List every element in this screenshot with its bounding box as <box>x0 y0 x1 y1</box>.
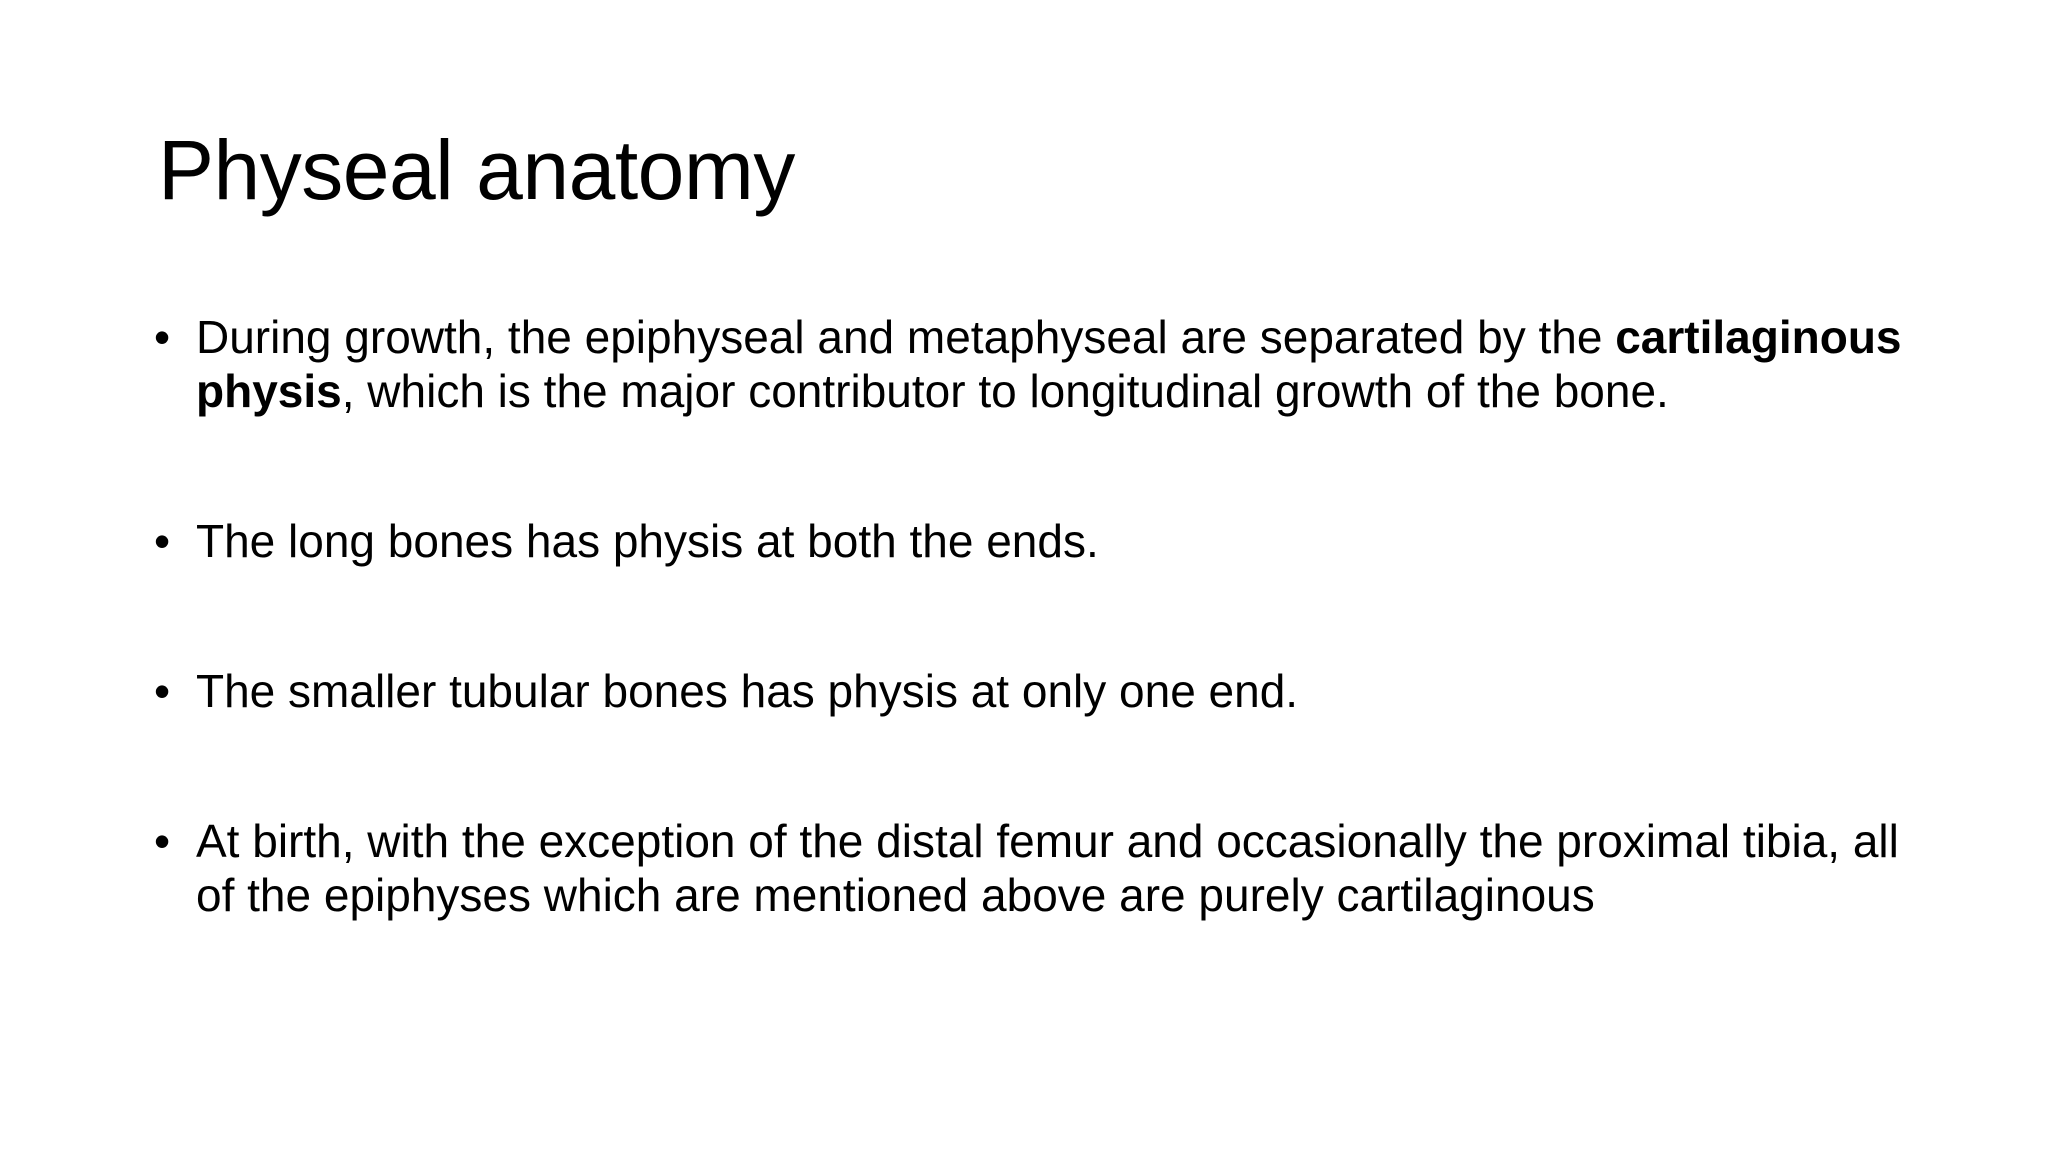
bullet-item <box>152 664 1912 718</box>
bullet-text: The long bones has physis at both the ends. <box>196 515 1099 567</box>
bullet-text: At birth, with the exception of the distal femur and occasionally the proximal tibia, all of the epiphyses which are mentioned above are purely cartilaginous <box>196 815 1899 921</box>
bullet-text: The smaller tubular bones has physis at only one end. <box>196 665 1299 717</box>
bullet-text: , which is the major contributor to longitudinal growth of the bone. <box>341 365 1669 417</box>
bullet-list <box>152 310 1912 1018</box>
bullet-item <box>152 514 1912 568</box>
bullet-item <box>152 814 1912 922</box>
bullet-text: During growth, the epiphyseal and metaphyseal are separated by the <box>196 311 1616 363</box>
slide-title: Physeal anatomy <box>158 123 795 217</box>
bullet-item <box>152 310 1912 418</box>
bullet-bold-text: cartilaginous physis <box>196 311 1902 417</box>
